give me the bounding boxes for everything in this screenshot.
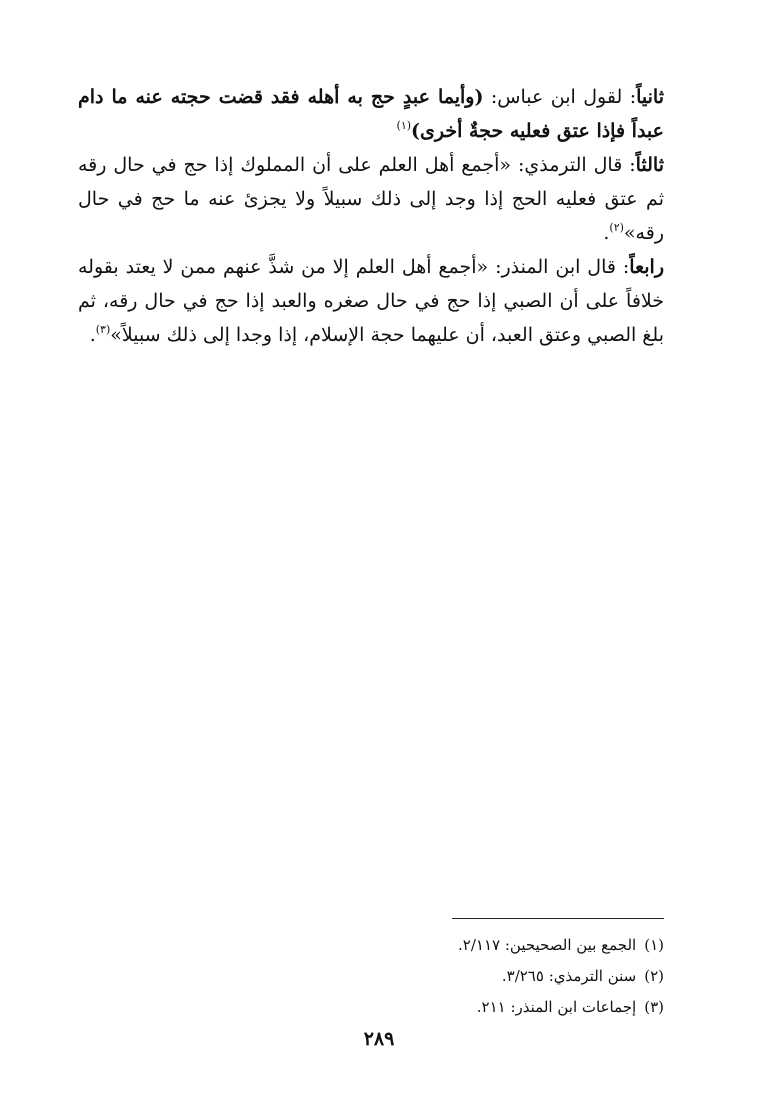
paragraph-intro: : لقول ابن عباس: [483, 86, 637, 108]
footnote-number: (٢) [644, 967, 664, 985]
footnote-separator [452, 918, 664, 919]
footnote-text: إجماعات ابن المنذر: ٢١١. [476, 998, 637, 1016]
footnote-item [380, 930, 664, 961]
page-number: ٢٨٩ [363, 1028, 395, 1050]
footnote-ref: (٣) [95, 323, 111, 336]
paragraph-label: رابعاً [629, 256, 664, 278]
quoted-text: «أجمع أهل العلم إلا من شذَّ عنهم ممن لا يعتد بقوله خلافاً على أن الصبي إذا حج في حال صغره والعبد إذا حج في حال رقه، ثم بلغ الصبي وعتق العبد، أن عليهما حجة الإسلام، إذا وجدا إلى ذلك سبيلاً» [78, 256, 664, 346]
quoted-text: «أجمع أهل العلم على أن المملوك إذا حج في حال رقه ثم عتق فعليه الحج إذا وجد إلى ذلك سبيلاً ولا يجزئ عنه ما حج في حال رقه» [78, 154, 664, 244]
paragraph-label: ثانياً [636, 86, 664, 108]
paragraph-end: . [89, 324, 96, 346]
footnote-number: (٣) [644, 998, 664, 1016]
footnote-item [380, 992, 664, 1023]
paragraph-fourth [78, 250, 664, 352]
footnotes [380, 930, 664, 1023]
paragraph-intro: : قال ابن المنذر: [488, 256, 630, 278]
footnote-item [380, 961, 664, 992]
paragraph-second [78, 80, 664, 148]
footnote-text: سنن الترمذي: ٣/٢٦٥. [501, 967, 637, 985]
paragraph-third [78, 148, 664, 250]
footnote-ref: (١) [396, 119, 412, 132]
paragraph-intro: : قال الترمذي: [511, 154, 636, 176]
main-text [78, 80, 664, 352]
paragraph-label: ثالثاً [635, 154, 665, 176]
paragraph-end: . [603, 222, 610, 244]
footnote-text: الجمع بين الصحيحين: ٢/١١٧. [458, 936, 637, 954]
footnote-ref: (٢) [609, 221, 624, 234]
footnote-number: (١) [644, 936, 664, 954]
quoted-text: (وأيما عبدٍ حج به أهله فقد قضت حجته عنه ما دام عبداً فإذا عتق فعليه حجةٌ أخرى) [78, 86, 664, 142]
